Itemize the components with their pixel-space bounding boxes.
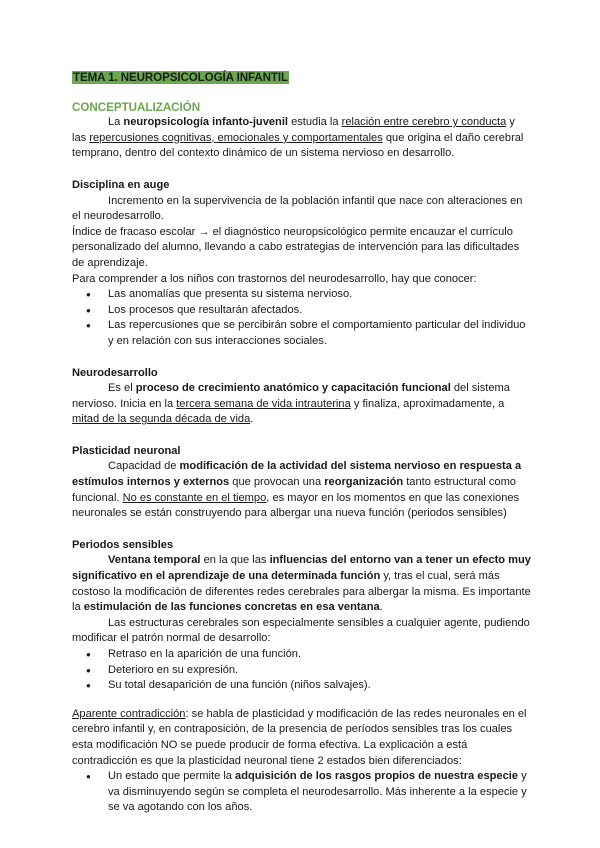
list-item: ● Las anomalías que presenta su sistema nervioso. xyxy=(100,287,532,303)
concept-paragraph: La neuropsicología infanto-juvenil estudia la relación entre cerebro y conducta y las repercusiones cognitivas, emocionales y comportamentales que origina el daño cerebral temprano, dentro del contexto dinámico de un sistema nervioso en desarrollo. xyxy=(72,116,524,160)
periodos-list xyxy=(72,647,532,694)
document-title: TEMA 1. NEUROPSICOLOGÍA INFANTIL xyxy=(73,71,288,84)
disciplina-paragraph-2: Índice de fracaso escolar → el diagnóstico neuropsicológico permite encauzar el currículo personalizado del alumno, llevando a cabo estrategias de intervención para las dificultades de aprendizaje. xyxy=(72,225,520,269)
list-item: ● Un estado que permite la adquisición de los rasgos propios de nuestra especie y va disminuyendo según se completa el neurodesarrollo. Más inherente a la especie y se va agotando con los años. xyxy=(100,769,532,816)
neurodesarrollo-paragraph: Es el proceso de crecimiento anatómico y capacitación funcional del sistema nervioso. Inicia en la tercera semana de vida intrauterina y finaliza, aproximadamente, a mitad de la segunda década de vida. xyxy=(72,382,510,426)
disciplina-list xyxy=(72,287,532,349)
section-title: CONCEPTUALIZACIÓN xyxy=(72,100,201,114)
list-item: ● Deterioro en su expresión. xyxy=(100,663,532,679)
document-page xyxy=(72,70,532,816)
plasticidad-heading: Plasticidad neuronal xyxy=(72,444,181,457)
list-item: ● Los procesos que resultarán afectados. xyxy=(100,303,532,319)
periodos-heading: Periodos sensibles xyxy=(72,538,174,551)
list-item: ● Las repercusiones que se percibirán sobre el comportamiento particular del individuo y en relación con sus interacciones sociales. xyxy=(100,318,532,349)
disciplina-paragraph-1: Incremento en la supervivencia de la población infantil que nace con alteraciones en el neurodesarrollo. xyxy=(72,194,523,223)
contradiccion-paragraph: Aparente contradicción: se habla de plasticidad y modificación de las redes neuronales en el cerebro infantil y, en contraposición, de la presencia de períodos sensibles tras los cuales esta modificación NO se puede producir de forma efectiva. La explicación a está contradicción es que la plasticidad neuronal tiene 2 estados bien diferenciados: xyxy=(72,707,527,767)
periodos-paragraph-2: Las estructuras cerebrales son especialmente sensibles a cualquier agente, pudiendo modificar el patrón normal de desarrollo: xyxy=(72,616,530,645)
plasticidad-paragraph: Capacidad de modificación de la actividad del sistema nervioso en respuesta a estímulos internos y externos que provocan una reorganización tanto estructural como funcional. No es constante en el tiempo, es mayor en los momentos en que las conexiones neuronales se están construyendo para albergar una nueva función (periodos sensibles) xyxy=(72,460,522,520)
neurodesarrollo-heading: Neurodesarrollo xyxy=(72,366,158,379)
periodos-paragraph-1: Ventana temporal en la que las influencias del entorno van a tener un efecto muy significativo en el aprendizaje de una determinada función y, tras el cual, será más costoso la modificación de diferentes redes cerebrales para albergar la misma. Es importante la estimulación de las funciones concretas en esa ventana. xyxy=(72,554,531,614)
contradiccion-list xyxy=(72,769,532,816)
disciplina-paragraph-3: Para comprender a los niños con trastornos del neurodesarrollo, hay que conocer: xyxy=(72,272,477,285)
list-item: ● Su total desaparición de una función (niños salvajes). xyxy=(100,678,532,694)
list-item: ● Retraso en la aparición de una función. xyxy=(100,647,532,663)
disciplina-heading: Disciplina en auge xyxy=(72,178,170,191)
